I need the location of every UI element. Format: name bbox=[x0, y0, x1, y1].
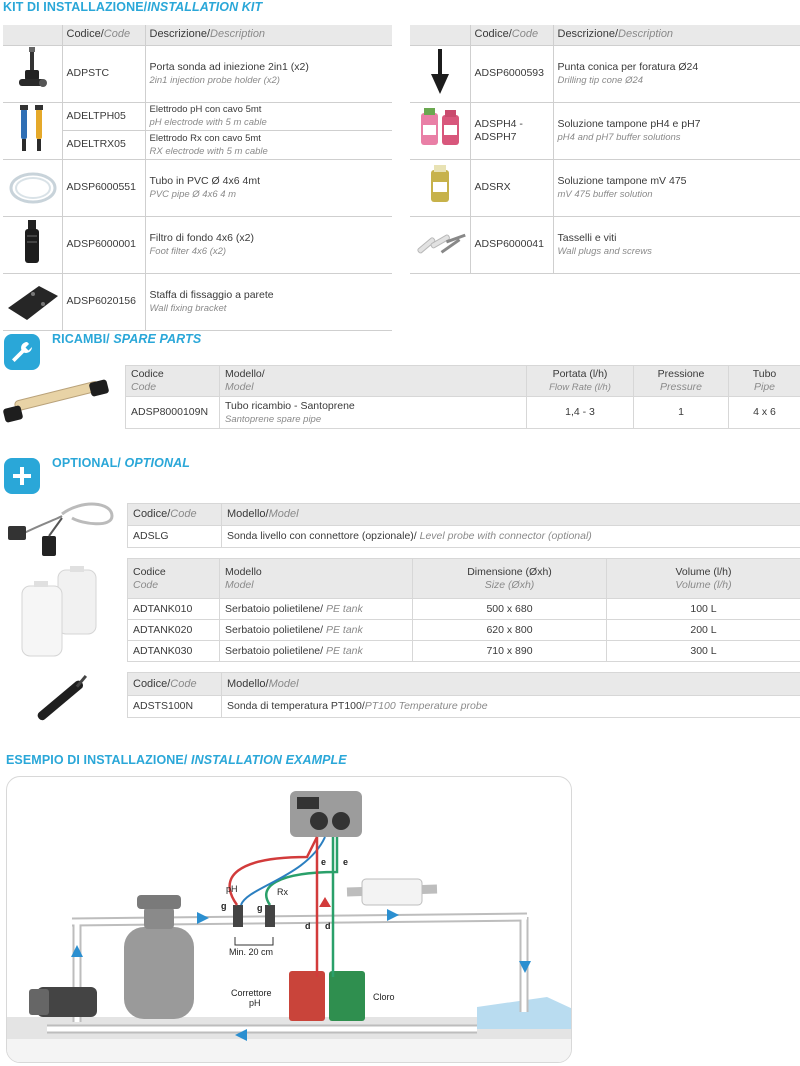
temp-probe-table bbox=[127, 672, 800, 718]
table-row: ADTANK030 Serbatoio polietilene/ PE tank 710 x 890 300 L bbox=[128, 641, 800, 662]
label-d2: d bbox=[325, 921, 331, 931]
table-row: ADSRX Soluzione tampone mV 475 mV 475 buffer solution bbox=[410, 159, 800, 216]
table-row: ADPSTC Porta sonda ad iniezione 2in1 (x2) 2in1 injection probe holder (x2) bbox=[3, 45, 392, 102]
table-header: Codice/Code Modello/Model bbox=[128, 673, 800, 696]
table-header: Codice/Code Descrizione/Description bbox=[410, 25, 800, 45]
mv-bottle-icon bbox=[410, 159, 470, 216]
pvc-pipe-icon bbox=[3, 159, 62, 216]
label-d1: d bbox=[305, 921, 311, 931]
label-g2: g bbox=[257, 903, 263, 913]
table-row: ADSP6000593 Punta conica per foratura Ø24 Drilling tip cone Ø24 bbox=[410, 45, 800, 102]
tanks-table bbox=[127, 558, 800, 662]
table-header: Codice/Code Modello/Model bbox=[128, 504, 800, 526]
foot-filter-icon bbox=[3, 216, 62, 273]
wall-plugs-icon bbox=[410, 216, 470, 273]
kit-title-it: KIT DI INSTALLAZIONE/ bbox=[3, 0, 148, 14]
spare-table bbox=[125, 365, 800, 429]
table-row: ADSPH4 - ADSPH7 Soluzione tampone pH4 e pH7 pH4 and pH7 buffer solutions bbox=[410, 102, 800, 159]
example-section-title: ESEMPIO DI INSTALLAZIONE/ INSTALLATION EXAMPLE bbox=[6, 753, 347, 767]
table-row: ADSTS100N Sonda di temperatura PT100/PT100 Temperature probe bbox=[128, 696, 800, 718]
table-row: ADTANK020 Serbatoio polietilene/ PE tank 620 x 800 200 L bbox=[128, 620, 800, 641]
wall-bracket-icon bbox=[3, 273, 62, 330]
kit-section-title bbox=[3, 0, 262, 14]
pe-tanks-icon bbox=[18, 566, 104, 665]
probe-holder-icon bbox=[3, 45, 62, 102]
label-ph: pH bbox=[226, 884, 238, 894]
cell-code: ADSPH4 - ADSPH7 bbox=[470, 102, 553, 159]
label-chlorine: Cloro bbox=[373, 992, 395, 1002]
kit-table-right bbox=[410, 25, 800, 274]
label-corrector: Correttore bbox=[231, 988, 272, 998]
table-row: ADSP6000001 Filtro di fondo 4x6 (x2) Foot filter 4x6 (x2) bbox=[3, 216, 392, 273]
installation-diagram bbox=[6, 776, 572, 1063]
table-row: ADSP6000041 Tasselli e viti Wall plugs and screws bbox=[410, 216, 800, 273]
label-corrector-ph: pH bbox=[249, 998, 261, 1008]
table-row: ADSLG Sonda livello con connettore (opzionale)/ Level probe with connector (optional) bbox=[128, 526, 800, 548]
optional-section-title: OPTIONAL/ OPTIONAL bbox=[52, 456, 190, 470]
kit-title-en: INSTALLATION KIT bbox=[147, 0, 263, 14]
label-e1: e bbox=[321, 857, 327, 867]
table-header: Codice/Code Descrizione/Description bbox=[3, 25, 392, 45]
table-row: ADTANK010 Serbatoio polietilene/ PE tank 500 x 680 100 L bbox=[128, 599, 800, 620]
plus-icon bbox=[4, 458, 40, 494]
table-row: ADSP6000551 Tubo in PVC Ø 4x6 4mt PVC pipe Ø 4x6 4 m bbox=[3, 159, 392, 216]
label-g1: g bbox=[221, 901, 227, 911]
cell-code: ADPSTC bbox=[62, 45, 145, 102]
label-rx: Rx bbox=[277, 887, 288, 897]
table-row: ADSP6020156 Staffa di fissaggio a parete Wall fixing bracket bbox=[3, 273, 392, 330]
temperature-probe-icon bbox=[30, 670, 110, 737]
table-header: Codice Code Modello Model Dimensione (Øxh) Size (Øxh) Volume (l/h) Volume (l/h) bbox=[128, 559, 800, 599]
table-header: Codice Code Modello/ Model Portata (l/h) Flow Rate (l/h) Pressione Pressure Tubo Pipe bbox=[126, 366, 800, 397]
level-probe-icon bbox=[2, 494, 122, 569]
level-probe-table bbox=[127, 503, 800, 548]
kit-table-left bbox=[3, 25, 392, 331]
electrodes-icon bbox=[3, 102, 62, 159]
table-row: ADELTPH05 Elettrodo pH con cavo 5mt pH electrode with 5 m cable bbox=[3, 102, 392, 131]
table-row: ADELTRX05 Elettrodo Rx con cavo 5mt RX electrode with 5 m cable bbox=[3, 131, 392, 160]
spare-pipe-icon bbox=[0, 375, 112, 440]
label-e2: e bbox=[343, 857, 349, 867]
label-min-distance: Min. 20 cm bbox=[229, 947, 274, 957]
buffer-bottles-icon bbox=[410, 102, 470, 159]
wrench-icon bbox=[4, 334, 40, 370]
spare-section-title: RICAMBI/ SPARE PARTS bbox=[52, 332, 202, 346]
drill-cone-icon bbox=[410, 45, 470, 102]
table-row: ADSP8000109N Tubo ricambio - Santoprene Santoprene spare pipe 1,4 - 3 1 4 x 6 bbox=[126, 397, 800, 429]
